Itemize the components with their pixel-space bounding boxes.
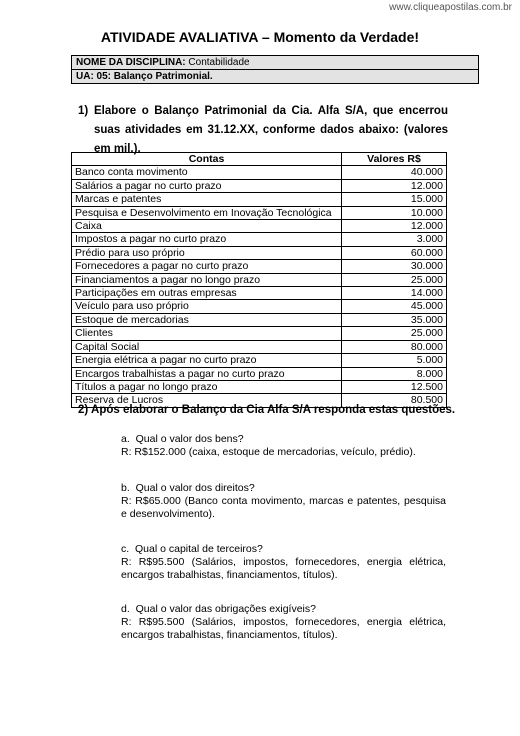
subquestion-c-answer: R: R$95.500 (Salários, impostos, fornecedores, energia elétrica, encargos trabalhistas, financiamentos, títulos). <box>121 556 446 581</box>
question-1-number: 1) <box>78 105 89 117</box>
account-value-cell: 25.000 <box>342 327 447 340</box>
account-name-cell: Prédio para uso próprio <box>72 246 342 259</box>
subquestion-b <box>121 482 446 521</box>
table-row <box>72 260 447 273</box>
account-name-cell: Banco conta movimento <box>72 166 342 179</box>
account-name-cell: Salários a pagar no curto prazo <box>72 179 342 192</box>
subquestion-a-answer: R: R$152.000 (caixa, estoque de mercadorias, veículo, prédio). <box>121 446 416 458</box>
subquestion-a <box>121 433 446 459</box>
accounts-table-body <box>72 166 447 407</box>
ua-row <box>72 70 479 84</box>
table-row <box>72 340 447 353</box>
subquestion-d-letter: d. <box>121 603 130 615</box>
table-row <box>72 233 447 246</box>
account-name-cell: Encargos trabalhistas a pagar no curto prazo <box>72 367 342 380</box>
account-name-cell: Estoque de mercadorias <box>72 313 342 326</box>
account-value-cell: 10.000 <box>342 206 447 219</box>
subquestion-c-letter: c. <box>121 543 130 555</box>
accounts-table <box>71 152 447 408</box>
table-row <box>72 380 447 393</box>
subquestion-d-question: Qual o valor das obrigações exigíveis? <box>135 603 316 615</box>
page-title: ATIVIDADE AVALIATIVA – Momento da Verdade! <box>100 29 420 45</box>
question-1-text: Elabore o Balanço Patrimonial da Cia. Alfa S/A, que encerrou suas atividades em 31.12.XX, conforme dados abaixo: (valores em mil.). <box>94 105 448 155</box>
table-row <box>72 327 447 340</box>
subquestion-d-question-line <box>121 603 446 616</box>
subquestion-c-question-line <box>121 543 446 556</box>
subquestion-d-answer: R: R$95.500 (Salários, impostos, fornecedores, energia elétrica, encargos trabalhistas, financiamentos, títulos). <box>121 616 446 641</box>
header-valores: Valores R$ <box>342 153 447 166</box>
table-row <box>72 287 447 300</box>
subquestion-a-question-line <box>121 433 446 446</box>
account-value-cell: 30.000 <box>342 260 447 273</box>
subquestion-b-question-line <box>121 482 446 495</box>
account-name-cell: Fornecedores a pagar no curto prazo <box>72 260 342 273</box>
header-contas: Contas <box>72 153 342 166</box>
account-name-cell: Caixa <box>72 220 342 233</box>
table-row <box>72 367 447 380</box>
discipline-value: Contabilidade <box>188 57 250 68</box>
table-row <box>72 193 447 206</box>
account-name-cell: Veículo para uso próprio <box>72 300 342 313</box>
account-value-cell: 12.000 <box>342 220 447 233</box>
account-name-cell: Clientes <box>72 327 342 340</box>
table-row <box>72 166 447 179</box>
subquestion-d <box>121 603 446 642</box>
table-row <box>72 206 447 219</box>
account-value-cell: 80.500 <box>342 394 447 407</box>
account-name-cell: Pesquisa e Desenvolvimento em Inovação Tecnológica <box>72 206 342 219</box>
subquestion-a-question: Qual o valor dos bens? <box>135 433 244 445</box>
table-row <box>72 273 447 286</box>
question-2-number: 2) <box>78 404 89 416</box>
question-2 <box>78 401 455 420</box>
account-value-cell: 14.000 <box>342 287 447 300</box>
subquestion-b-question: Qual o valor dos direitos? <box>135 482 255 494</box>
account-value-cell: 45.000 <box>342 300 447 313</box>
discipline-label: NOME DA DISCIPLINA: <box>76 57 186 68</box>
table-row <box>72 313 447 326</box>
account-value-cell: 12.500 <box>342 380 447 393</box>
account-value-cell: 15.000 <box>342 193 447 206</box>
account-value-cell: 60.000 <box>342 246 447 259</box>
account-value-cell: 40.000 <box>342 166 447 179</box>
discipline-row <box>72 56 479 70</box>
account-name-cell: Participações em outras empresas <box>72 287 342 300</box>
subquestion-c-question: Qual o capital de terceiros? <box>135 543 263 555</box>
account-name-cell: Financiamentos a pagar no longo prazo <box>72 273 342 286</box>
subquestion-b-answer: R: R$65.000 (Banco conta movimento, marcas e patentes, pesquisa e desenvolvimento). <box>121 495 446 520</box>
account-value-cell: 12.000 <box>342 179 447 192</box>
account-name-cell: Impostos a pagar no curto prazo <box>72 233 342 246</box>
subquestion-c <box>121 543 446 582</box>
account-value-cell: 3.000 <box>342 233 447 246</box>
account-name-cell: Marcas e patentes <box>72 193 342 206</box>
table-row <box>72 300 447 313</box>
table-header-row <box>72 153 447 166</box>
account-value-cell: 25.000 <box>342 273 447 286</box>
account-name-cell: Títulos a pagar no longo prazo <box>72 380 342 393</box>
account-name-cell: Energia elétrica a pagar no curto prazo <box>72 354 342 367</box>
table-row <box>72 179 447 192</box>
account-name-cell: Capital Social <box>72 340 342 353</box>
ua-label: UA: 05: <box>76 71 112 82</box>
account-name-cell: Reserva de Lucros <box>72 394 342 407</box>
subquestion-a-letter: a. <box>121 433 130 445</box>
table-row <box>72 354 447 367</box>
account-value-cell: 5.000 <box>342 354 447 367</box>
account-value-cell: 80.000 <box>342 340 447 353</box>
discipline-info-table <box>71 55 479 84</box>
question-2-text: Após elaborar o Balanço da Cia Alfa S/A responda estas questões. <box>91 404 456 416</box>
watermark-url: www.cliqueapostilas.com.br <box>389 2 512 13</box>
ua-value: Balanço Patrimonial. <box>113 71 213 82</box>
account-value-cell: 35.000 <box>342 313 447 326</box>
ua-cell <box>72 70 479 84</box>
account-value-cell: 8.000 <box>342 367 447 380</box>
table-row <box>72 246 447 259</box>
subquestion-b-letter: b. <box>121 482 130 494</box>
discipline-cell <box>72 56 479 70</box>
table-row <box>72 220 447 233</box>
question-1 <box>78 102 448 159</box>
